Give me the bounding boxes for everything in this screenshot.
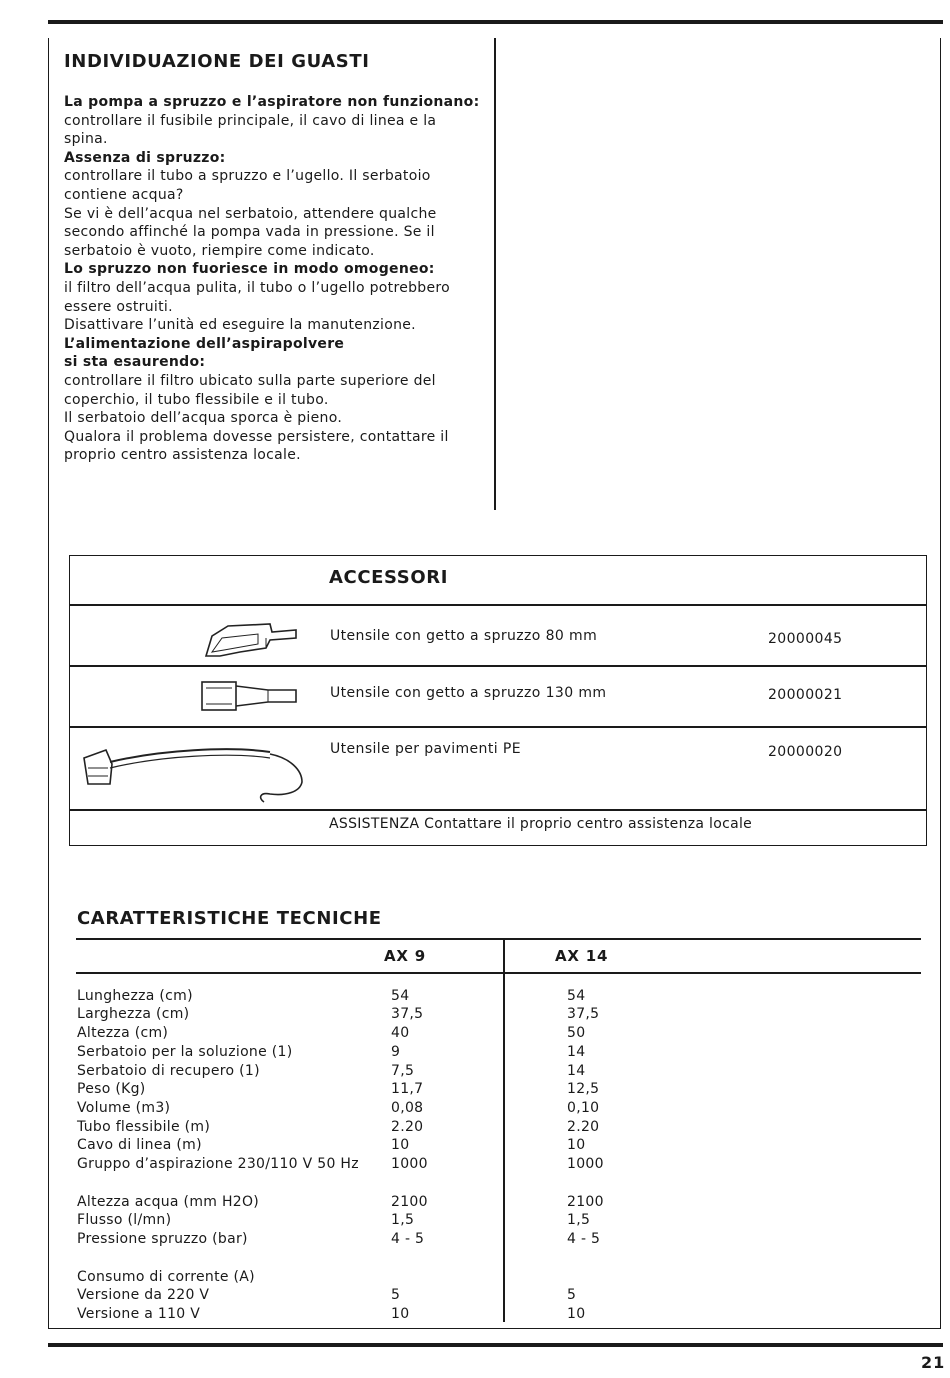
spec-label: Tubo flessibile (m) (77, 1119, 211, 1135)
accessories-divider (69, 809, 927, 811)
accessories-divider (69, 604, 927, 606)
trouble-line: spina. (64, 131, 108, 148)
spec-label: Peso (Kg) (77, 1081, 146, 1097)
spec-value-ax14: 2100 (567, 1194, 604, 1210)
trouble-line: L’alimentazione dell’aspirapolvere (64, 335, 345, 352)
specs-title: CARATTERISTICHE TECNICHE (77, 908, 382, 929)
spec-value-ax14: 10 (567, 1306, 586, 1322)
trouble-line: Qualora il problema dovesse persistere, contattare il (64, 428, 449, 445)
spec-row (0, 1137, 950, 1156)
spec-row (0, 1306, 950, 1325)
spec-label: Gruppo d’aspirazione 230/110 V 50 Hz (77, 1156, 359, 1172)
spec-value-ax14: 37,5 (567, 1006, 600, 1022)
column-header-ax14: AX 14 (555, 947, 609, 965)
spec-label: Larghezza (cm) (77, 1006, 190, 1022)
spec-row (0, 1100, 950, 1119)
spec-value-ax9: 9 (391, 1044, 401, 1060)
trouble-line: controllare il tubo a spruzzo e l’ugello. Il serbatoio (64, 168, 431, 185)
troubleshooting-text (64, 93, 484, 465)
spec-row (0, 1119, 950, 1138)
spec-value-ax9: 1,5 (391, 1212, 415, 1228)
spec-row (0, 1212, 950, 1231)
spec-value-ax14: 4 - 5 (567, 1231, 601, 1247)
accessory-code: 20000021 (768, 687, 843, 703)
spec-row (0, 1287, 950, 1306)
accessories-title: ACCESSORI (329, 567, 449, 588)
bottom-rule (48, 1343, 943, 1347)
spec-value-ax9: 2.20 (391, 1119, 424, 1135)
accessory-description: Utensile con getto a spruzzo 130 mm (330, 685, 607, 701)
accessories-divider (69, 665, 927, 667)
specs-top-rule (76, 938, 921, 940)
specs-header-rule (76, 972, 921, 974)
trouble-line: essere ostruiti. (64, 298, 173, 315)
spec-value-ax9: 37,5 (391, 1006, 424, 1022)
trouble-line: Se vi è dell’acqua nel serbatoio, attendere qualche (64, 205, 437, 222)
spec-value-ax9: 40 (391, 1025, 410, 1041)
spec-value-ax9: 0,08 (391, 1100, 424, 1116)
trouble-line: controllare il fusibile principale, il cavo di linea e la (64, 112, 437, 129)
trouble-line: il filtro dell’acqua pulita, il tubo o l’ugello potrebbero (64, 279, 451, 296)
page-number: 21 (921, 1353, 946, 1372)
trouble-line: Il serbatoio dell’acqua sporca è pieno. (64, 410, 343, 427)
spec-row (0, 1194, 950, 1213)
accessories-divider (69, 726, 927, 728)
accessory-description: Utensile con getto a spruzzo 80 mm (330, 628, 598, 644)
spec-label: Versione a 110 V (77, 1306, 201, 1322)
spec-row (0, 1006, 950, 1025)
spec-label: Cavo di linea (m) (77, 1137, 202, 1153)
spec-value-ax14: 2.20 (567, 1119, 600, 1135)
spec-row (0, 1025, 950, 1044)
trouble-line: proprio centro assistenza locale. (64, 447, 301, 464)
spec-label: Serbatoio di recupero (1) (77, 1063, 260, 1079)
accessory-code: 20000020 (768, 744, 843, 760)
spec-value-ax14: 50 (567, 1025, 586, 1041)
spec-label: Flusso (l/mn) (77, 1212, 172, 1228)
accessory-code: 20000045 (768, 631, 843, 647)
spec-value-ax9: 11,7 (391, 1081, 424, 1097)
spec-value-ax9: 5 (391, 1287, 401, 1303)
spec-value-ax14: 1,5 (567, 1212, 591, 1228)
spray-tool-130-icon (198, 678, 300, 714)
trouble-line: si sta esaurendo: (64, 354, 206, 371)
trouble-line: La pompa a spruzzo e l’aspiratore non funzionano: (64, 94, 480, 110)
trouble-line: Disattivare l’unità ed eseguire la manutenzione. (64, 317, 416, 334)
spec-value-ax14: 5 (567, 1287, 577, 1303)
spec-row (0, 1081, 950, 1100)
spec-label: Lunghezza (cm) (77, 988, 193, 1004)
troubleshooting-title: INDIVIDUAZIONE DEI GUASTI (64, 51, 370, 72)
spec-label: Altezza acqua (mm H2O) (77, 1194, 260, 1210)
spec-value-ax14: 14 (567, 1063, 586, 1079)
spec-label: Consumo di corrente (A) (77, 1269, 255, 1285)
floor-tool-icon (80, 736, 310, 804)
spec-value-ax14: 54 (567, 988, 586, 1004)
trouble-line: coperchio, il tubo flessibile e il tubo. (64, 391, 329, 408)
spec-value-ax9: 7,5 (391, 1063, 415, 1079)
spec-row (0, 1063, 950, 1082)
spec-value-ax9: 2100 (391, 1194, 428, 1210)
trouble-line: Lo spruzzo non fuoriesce in modo omogeneo: (64, 261, 435, 278)
spec-label: Pressione spruzzo (bar) (77, 1231, 248, 1247)
spec-value-ax14: 10 (567, 1137, 586, 1153)
trouble-line: Assenza di spruzzo: (64, 149, 226, 166)
spec-label: Serbatoio per la soluzione (1) (77, 1044, 293, 1060)
spec-value-ax14: 14 (567, 1044, 586, 1060)
spec-value-ax14: 1000 (567, 1156, 604, 1172)
accessory-description: Utensile per pavimenti PE (330, 741, 521, 757)
top-rule (48, 20, 943, 24)
spec-label: Altezza (cm) (77, 1025, 169, 1041)
spec-value-ax9: 1000 (391, 1156, 428, 1172)
spec-label: Volume (m3) (77, 1100, 171, 1116)
service-note: ASSISTENZA Contattare il proprio centro assistenza locale (329, 816, 753, 832)
trouble-line: controllare il filtro ubicato sulla parte superiore del (64, 372, 436, 389)
trouble-line: serbatoio è vuoto, riempire come indicato. (64, 242, 375, 259)
spec-row (0, 1231, 950, 1250)
spec-value-ax14: 12,5 (567, 1081, 600, 1097)
spec-label: Versione da 220 V (77, 1287, 210, 1303)
spec-row (0, 1044, 950, 1063)
spec-row (0, 1156, 950, 1175)
trouble-line: secondo affinché la pompa vada in pressione. Se il (64, 224, 435, 241)
spec-value-ax9: 54 (391, 988, 410, 1004)
spray-tool-80-icon (200, 618, 300, 660)
spec-value-ax14: 0,10 (567, 1100, 600, 1116)
spec-value-ax9: 10 (391, 1306, 410, 1322)
trouble-line: contiene acqua? (64, 186, 184, 203)
column-header-ax9: AX 9 (384, 947, 427, 965)
spec-row (0, 1269, 950, 1288)
spec-value-ax9: 4 - 5 (391, 1231, 425, 1247)
spec-value-ax9: 10 (391, 1137, 410, 1153)
spec-row (0, 988, 950, 1007)
column-divider (494, 38, 496, 510)
